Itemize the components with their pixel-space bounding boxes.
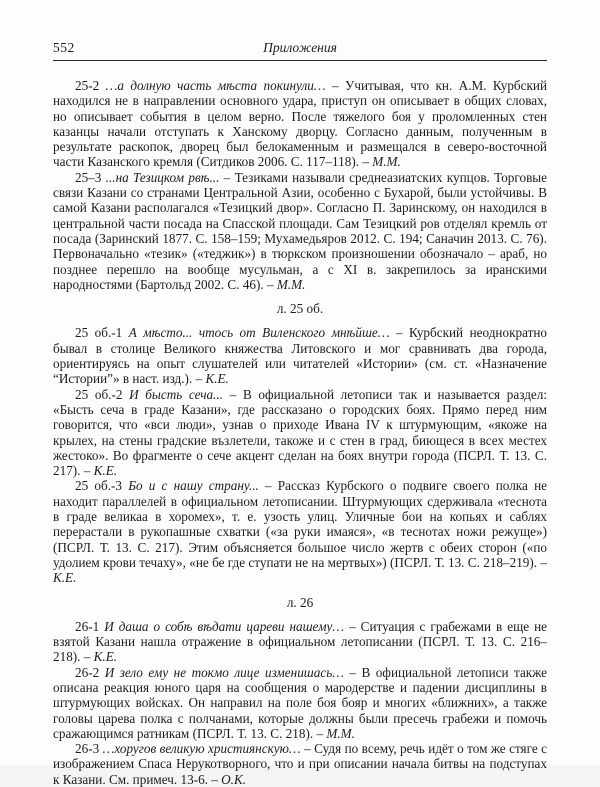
page-number: 552 [53,40,75,55]
note-paragraph: 25-2 …а долную часть мѣста покинули… – Учитывая, что кн. А.М. Курбский находился не в направлении основного удара, приступ он описывает в общих словах, но описывает события в целом верно. После тяжелого боя у проломленных стен казанцы начали отступать к Ханскому дворцу. Согласно данным, полученным в результате раскопок, дворец был белокаменным и размещался в северо-восточной части Казанского кремля (Ситдиков 2006. С. 117–118). – М.М. [53,78,548,170]
note-signature: К.Е. [93,649,118,665]
note-signature: М.М. [276,276,306,292]
note-lemma: …а долную часть мѣста покинули… [105,78,326,93]
note-body: Учитывая, что кн. А.М. Курбский находился не в направлении основного удара, приступ он описывает в общих словах, но описывает события в целом верно. После тяжелого боя у проломленных стен казанцы начали отступать к Ханскому дворцу. Согласно данным, полученным в результате раскопок, дворец был белокаменным и размещался в северо-восточной части Казанского кремля (Ситдиков 2006. С. 117–118). [53,78,548,170]
note-signature: М.М. [372,154,401,170]
note-lemma: Бо и с нашу страну... [128,478,259,494]
folio-heading: л. 25 об. [276,301,324,317]
note-paragraph: 25 об.-3 Бо и с нашу страну... – Рассказ Курбского о подвиге своего полка не находит параллелей в официальном летописании. Штурмующих сдерживала «теснота в граде великаа в хоромех», т. е. узость улиц. Уличные бои на копьях и саблях перерастали в рукопашные схватки («за руки имаяся», «в теснотах ножи режуще») (ПСРЛ. Т. 13. С. 217). Этим объясняется большое число жертв с обеих сторон («по удолием крови течаху», «не бе где ступати не на мертвых») (ПСРЛ. Т. 13. С. 218–219). – К.Е. [53,478,547,586]
note-lemma: ...на Тезицком рвѣ... [105,169,220,185]
note-id: 26-1 [75,618,100,634]
note-body: Курбский неоднократно бывал в столице Великого княжества Литовского и мог сравнивать два города, ориентируясь на опыт слушателей или читателей «Истории» (см. ст. «Назначение “Истории”» в наст. изд.). [53,325,547,387]
note-body: В официальной летописи так и называется раздел: «Бысть сеча в граде Казани», где рассказано о городских боях. Прямо перед ним говорится, что «вси люди», узнав о приходе Ивана IV к штурмующим, «якоже на крылех, на стены градские възлетели, такоже и с стен в град, биющеся в всех местех жестоко». Во фрагменте о сече акцент сделан на боях внутри города (ПСРЛ. Т. 13. С. 217). [53,386,548,479]
running-head [53,40,547,61]
note-id: 25 об.-3 [75,478,122,494]
note-id: 26-3 [75,741,100,757]
note-id: 25–3 [75,169,102,185]
note-id: 25 об.-1 [75,325,123,341]
note-id: 25 об.-2 [75,386,123,402]
note-paragraph: 25 об.-1 А мѣсто... чтось от Виленского мнѣйше… – Курбский неоднократно бывал в столице Великого княжества Литовского и мог сравнивать два города, ориентируясь на опыт слушателей или читателей «Истории» (см. ст. «Назначение “Истории”» в наст. изд.). – К.Е. [53,325,547,387]
note-body: Ситуация с грабежами в еще не взятой Казани нашла отражение в официальном летописании (ПСРЛ. Т. 13. С. 216–218). [53,618,547,665]
note-body: Тезиками называли среднеазиатских купцов. Торговые связи Казани со странами Центральной Азии, особенно с Бухарой, были устойчивы. В самой Казани располагался «Тезицкий двор». Согласно П. Заринскому, он находился в центральной части посада на Спасской площади. Сам Тезицкий ров отделял кремль от посада (Заринский 1877. С. 158–159; Мухамедьяров 2012. С. 194; Саначин 2013. С. 76). Первоначально «тезик» («теджик») в тюркском произношении обозначало – араб, но позднее перешло на вообще мусульман, а с XI в. закрепилось за иранскими народностями (Бартольд 2002. С. 46). [53,169,548,292]
note-paragraph: 25 об.-2 И бысть сеча... – В официальной летописи так и называется раздел: «Бысть сеча в граде Казани», где рассказано о городских боях. Прямо перед ним говорится, что «вси люди», узнав о приходе Ивана IV к штурмующим, «якоже на крылех, на стены градские възлетели, такоже и с стен в град, биющеся в всех местех жестоко». Во фрагменте о сече акцент сделан на боях внутри города (ПСРЛ. Т. 13. С. 217). – К.Е. [53,386,548,479]
note-id: 25-2 [75,78,100,93]
note-signature: К.Е. [205,371,229,387]
note-signature: О.К. [221,771,247,787]
note-id: 26-2 [75,664,100,680]
note-body: Рассказ Курбского о подвиге своего полка не находит параллелей в официальном летописании. Штурмующих сдерживала «теснота в граде великаа в хоромех», т. е. узость улиц. Уличные бои на копьях и саблях перерастали в рукопашные схватки («за руки имаяся», «в теснотах ножи режуще») (ПСРЛ. Т. 13. С. 217). Этим объясняется большое число жертв с обеих сторон («по удолием крови течаху», «не бе где ступати не на мертвых») (ПСРЛ. Т. 13. С. 218–219). [53,478,547,570]
note-paragraph: 26-2 И зело ему не токмо лице изменишась… – В официальной летописи также описана реакция юного царя на сообщения о мародерстве и падении дисциплины в штурмующих войсках. Он направил на поле боя бояр и многих «ближних», а также головы царева полка с полчанами, которые должны были пресечь грабежи и помочь сражающимся ратникам (ПСРЛ. Т. 13. С. 218). – М.М. [53,664,548,741]
note-body: Судя по всему, речь идёт о том же стяге с изображением Спаса Нерукотворного, что и при описании начала битвы на подступах к Казани. См. примеч. 13-6. [53,741,548,787]
note-signature: К.Е. [93,463,118,479]
note-body: В официальной летописи также описана реакция юного царя на сообщения о мародерстве и падении дисциплины в штурмующих войсках. Он направил на поле боя бояр и многих «ближних», а также головы царева полка с полчанами, которые должны были пресечь грабежи и помочь сражающимся ратникам (ПСРЛ. Т. 13. С. 218). [53,664,548,741]
note-paragraph: 26-1 И даша о собѣ вѣдати цареви нашему… – Ситуация с грабежами в еще не взятой Казани нашла отражение в официальном летописании (ПСРЛ. Т. 13. С. 216–218). – К.Е. [53,618,547,665]
page-body [53,78,547,787]
note-signature: М.М. [326,725,355,741]
note-signature: К.Е. [53,570,77,586]
note-lemma: А мѣсто... чтось от Виленского мнѣйше… [128,325,390,341]
running-title: Приложения [263,40,337,55]
note-paragraph: 26-3 …хоругов великую християнскую… – Судя по всему, речь идёт о том же стяге с изображением Спаса Нерукотворного, что и при описании начала битвы на подступах к Казани. См. примеч. 13-6. – О.К. [53,741,548,787]
note-lemma: И бысть сеча... [129,386,224,402]
folio-heading: л. 26 [286,594,314,610]
note-lemma: …хоругов великую християнскую… [102,741,301,757]
note-lemma: И даша о собѣ вѣдати цареви нашему… [104,618,345,634]
note-lemma: И зело ему не токмо лице изменишась… [104,664,344,680]
note-paragraph: 25–3 ...на Тезицком рвѣ... – Тезиками называли среднеазиатских купцов. Торговые связи Казани со странами Центральной Азии, особенно с Бухарой, были устойчивы. В самой Казани располагался «Тезицкий двор». Согласно П. Заринскому, он находился в центральной части посада на Спасской площади. Сам Тезицкий ров отделял кремль от посада (Заринский 1877. С. 158–159; Мухамедьяров 2012. С. 194; Саначин 2013. С. 76). Первоначально «тезик» («теджик») в тюркском произношении обозначало – араб, но позднее перешло на вообще мусульман, а с XI в. закрепилось за иранскими народностями (Бартольд 2002. С. 46). – М.М. [53,169,548,292]
